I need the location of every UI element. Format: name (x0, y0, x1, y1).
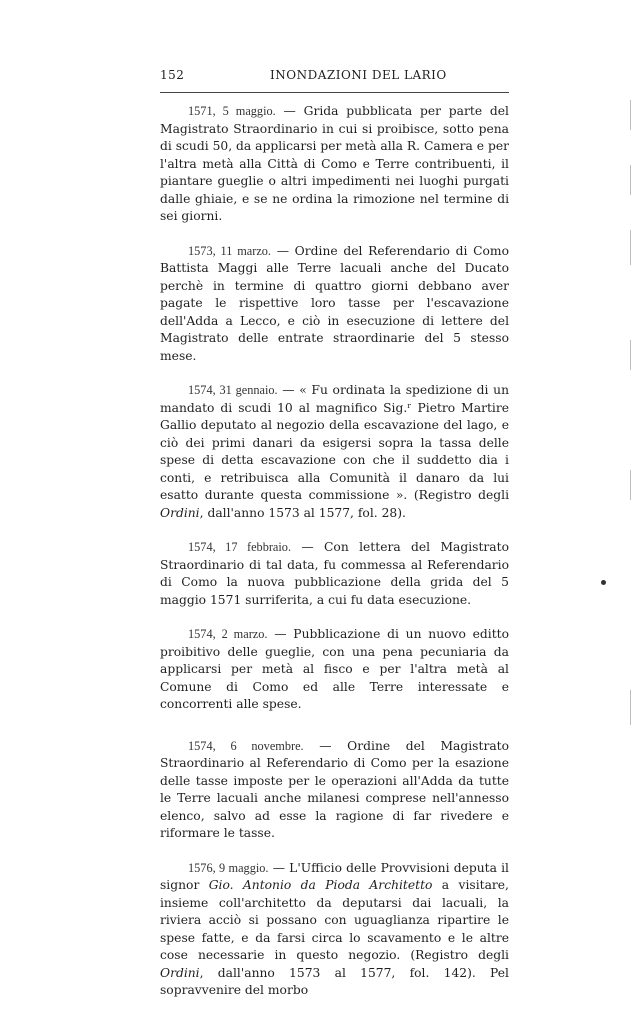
header-rule (160, 92, 509, 93)
entry-1574-01-31 (160, 382, 509, 522)
entry-text-mid: a visitare, insieme coll'architetto da deputarsi dai lacuali, la riviera acciò si possano con uguaglianza ripartire le spese fatte, e da farsi circa lo scavamento e le altre cose necessarie in questo negozio. (Registro degli (160, 878, 509, 962)
entry-text: — « Fu ordinata la spedizione di un mandato di scudi 10 al magnifico Sig.ʳ Pietro Martire Gallio deputato al negozio della escavazione del lago, e ciò dei primi danari da esigersi sopra la tassa delle spese di detta escavazione con che il suddetto dia i conti, e retribuisca alla Comunità il danaro da lui esatto durante questa commissione ». (Registro degli (160, 383, 509, 502)
entry-1574-03-02 (160, 626, 509, 714)
entry-1571-05-05 (160, 103, 509, 226)
entry-italic-ref: Ordini (160, 965, 200, 980)
entry-date: 1571, 5 maggio. (188, 104, 276, 118)
scan-edge-mark (630, 340, 631, 370)
entry-date: 1573, 11 marzo. (188, 243, 272, 258)
page-body (160, 103, 509, 1017)
entry-date: 1574, 2 marzo. (188, 627, 268, 641)
entry-1574-02-17 (160, 539, 509, 609)
entry-text: — Pubblicazione di un nuovo editto proibitivo delle gueglie, con una pena pecuniaria da applicarsi per metà al fisco e per l'altra metà al Comune di Como ed alle Terre interessate e concorrenti alle spese. (160, 627, 510, 711)
entry-italic-ref: Ordini (160, 505, 200, 520)
entry-1573-03-11 (160, 243, 509, 366)
entry-1574-11-06 (160, 738, 509, 843)
scan-edge-mark (630, 100, 631, 130)
entry-date: 1576, 9 maggio. (188, 860, 269, 875)
scan-dot (601, 580, 606, 585)
scan-edge-mark (630, 165, 631, 195)
entry-text: — Grida pubblicata per parte del Magistrato Straordinario in cui si proibisce, sotto pena di scudi 50, da applicarsi per metà alla R. Camera e per l'altra metà alla Città di Como e Terre contribuenti, il piantare gueglie o altri impedimenti nei luoghi purgati dalle ghiaie, e se ne ordina la rimozione nel termine di sei giorni. (160, 104, 509, 223)
entry-date: 1574, 31 gennaio. (188, 383, 278, 397)
entry-text: — Ordine del Magistrato Straordinario al Referendario di Como per la esazione delle tasse imposte per le operazioni all'Adda da tutte le Terre lacuali anche milanesi comprese nell'annesso elenco, salvo ad esse la ragione di far rivedere e riformare le tasse. (160, 738, 509, 840)
entry-date: 1574, 17 febbraio. (188, 540, 292, 554)
entry-text: — L'Ufficio delle Provvisioni deputa il signor (160, 860, 509, 892)
entry-text: — Ordine del Referendario di Como Battista Maggi alle Terre lacuali anche del Ducato perchè in termine di quattro giorni debbano aver pagate le rispettive loro tasse per l'escavazione dell'Adda a Lecco, e ciò in esecuzione di lettere del Magistrato delle entrate straordinarie del 5 stesso mese. (160, 243, 509, 363)
running-title: INONDAZIONI DEL LARIO (270, 68, 447, 82)
page-number: 152 (160, 68, 185, 82)
scan-edge-mark (630, 470, 631, 500)
entry-date: 1574, 6 novembre. (188, 738, 304, 753)
entry-text-tail: , dall'anno 1573 al 1577, fol. 28). (199, 505, 406, 520)
scan-edge-mark (630, 230, 631, 265)
entry-text-tail: , dall'anno 1573 al 1577, fol. 142). Pel sopravvenire del morbo (160, 965, 509, 997)
scan-edge-mark (630, 690, 631, 725)
entry-text: — Con lettera del Magistrato Straordinario di tal data, fu commessa al Referendario di Como la nuova pubblicazione della grida del 5 maggio 1571 surriferita, a cui fu data esecuzione. (160, 540, 509, 607)
entry-1576-05-09 (160, 860, 509, 1000)
page-header (160, 68, 510, 86)
entry-italic-name: Gio. Antonio da Pioda Architetto (208, 878, 433, 892)
